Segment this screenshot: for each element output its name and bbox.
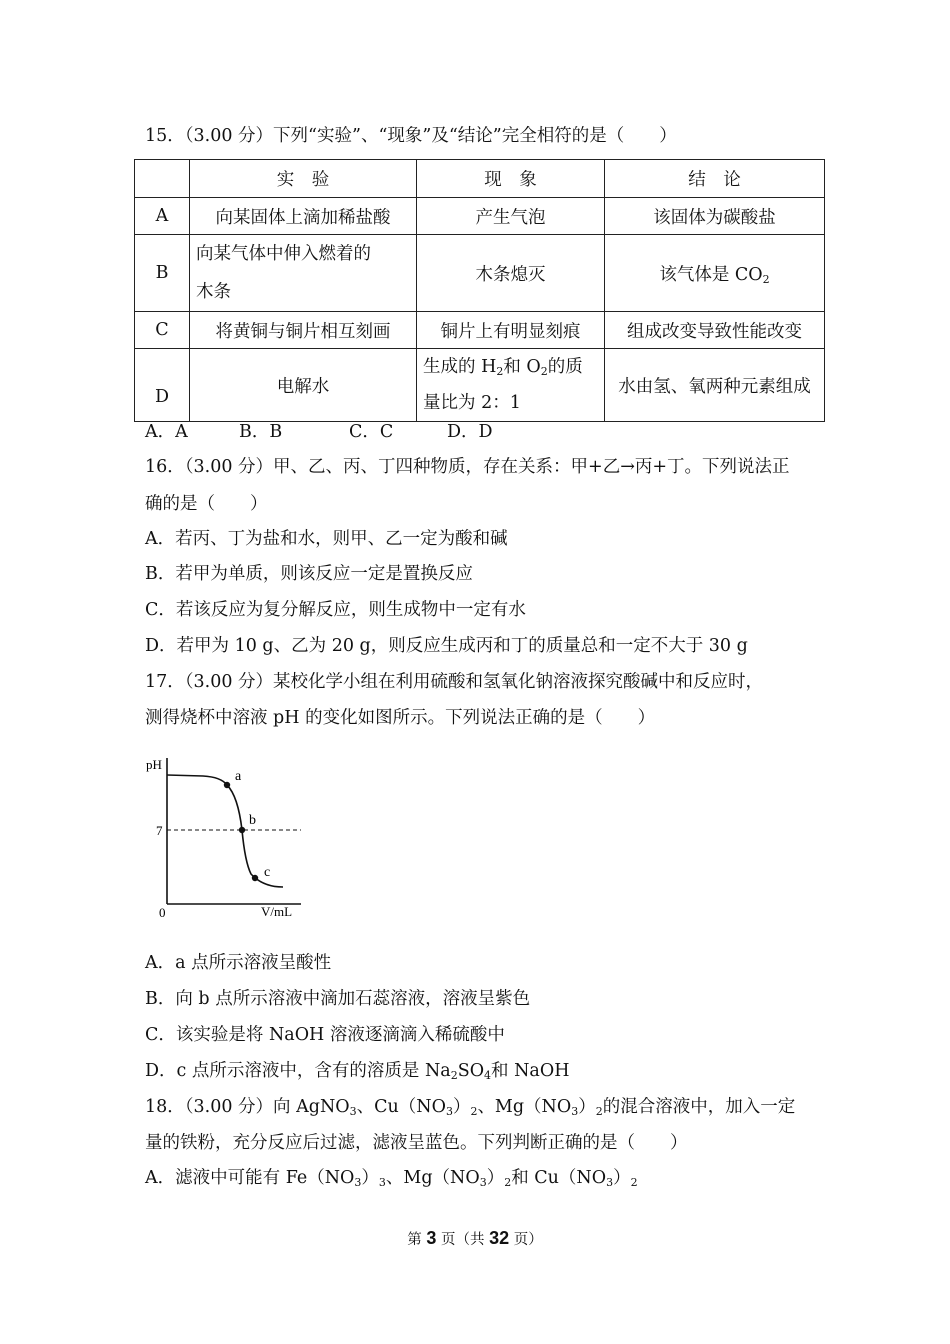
q17-option-a: A．a 点所示溶液呈酸性 <box>145 953 332 973</box>
subscript: 3 <box>445 1105 453 1118</box>
q17-option-d <box>145 1059 569 1083</box>
x-axis-label: V/mL <box>261 904 293 919</box>
subscript: 2 <box>450 1069 458 1082</box>
option-a: A．A <box>145 422 188 442</box>
footer-text: 页） <box>509 1232 543 1248</box>
text-part: A．滤液中可能有 Fe（NO <box>145 1168 355 1188</box>
row-key: B <box>135 235 190 312</box>
label-a: a <box>235 769 242 784</box>
q15-stem: 15．（3.00 分）下列“实验”、“现象”及“结论”完全相符的是（ ） <box>145 126 677 146</box>
subscript: 2 <box>540 365 548 378</box>
table-row <box>135 312 825 349</box>
q18-stem-line-2: 量的铁粉，充分反应后过滤，滤液呈蓝色。下列判断正确的是（ ） <box>145 1133 688 1153</box>
row-key: D <box>135 349 190 422</box>
point-b <box>239 827 245 833</box>
subscript: 3 <box>571 1105 579 1118</box>
row-key: C <box>135 312 190 349</box>
ph7-label: 7 <box>156 823 163 838</box>
q18-option-a <box>145 1166 638 1190</box>
text-part: 、Cu（NO <box>356 1097 446 1117</box>
subscript: 2 <box>762 272 770 286</box>
row-conclusion: 该固体为碳酸盐 <box>605 198 825 235</box>
option-d: D．D <box>447 422 493 442</box>
text-part: 和 NaOH <box>491 1061 570 1081</box>
row-phenomenon: 木条熄灭 <box>417 235 605 312</box>
footer-text: 页（共 <box>436 1232 490 1248</box>
subscript: 2 <box>496 365 504 378</box>
subscript: 2 <box>630 1176 638 1189</box>
table-row <box>135 349 825 422</box>
text-part: 18．（3.00 分）向 AgNO <box>145 1097 350 1117</box>
point-c <box>252 875 258 881</box>
table-row <box>135 235 825 312</box>
header-conclusion: 结 论 <box>605 160 825 198</box>
footer-text: 第 <box>407 1232 427 1248</box>
point-a <box>224 782 230 788</box>
q16-option-c: C．若该反应为复分解反应，则生成物中一定有水 <box>145 600 526 620</box>
page-number: 3 <box>426 1228 437 1248</box>
experiment-line-2: 木条 <box>196 282 231 302</box>
header-experiment: 实 验 <box>190 160 417 198</box>
subscript: 2 <box>470 1105 478 1118</box>
q17-option-b: B．向 b 点所示溶液中滴加石蕊溶液，溶液呈紫色 <box>145 989 531 1009</box>
label-b: b <box>249 813 256 828</box>
q17-stem-line-2: 测得烧杯中溶液 pH 的变化如图所示。下列说法正确的是（ ） <box>145 708 656 728</box>
label-c: c <box>264 865 271 880</box>
y-axis-label: pH <box>146 757 162 772</box>
text-part: ） <box>486 1168 505 1188</box>
text-part: ） <box>452 1097 471 1117</box>
text-part: 和 Cu（NO <box>511 1168 607 1188</box>
option-b: B．B <box>239 422 283 442</box>
subscript: 3 <box>349 1105 357 1118</box>
q16-option-b: B．若甲为单质，则该反应一定是置换反应 <box>145 564 473 584</box>
text-part: 、Mg（NO <box>385 1168 480 1188</box>
row-conclusion: 水由氢、氧两种元素组成 <box>605 349 825 422</box>
phen-part: 生成的 H <box>423 357 497 377</box>
header-blank <box>135 160 190 198</box>
header-phenomenon: 现 象 <box>417 160 605 198</box>
text-part: SO <box>457 1061 485 1081</box>
q17-option-c: C．该实验是将 NaOH 溶液逐滴滴入稀硫酸中 <box>145 1025 505 1045</box>
ph-curve-graph <box>143 750 313 922</box>
row-experiment: 向某固体上滴加稀盐酸 <box>190 198 417 235</box>
q16-stem-line-1: 16．（3.00 分）甲、乙、丙、丁四种物质，存在关系：甲+乙→丙+丁。下列说法正 <box>145 457 790 477</box>
text-part: ） <box>578 1097 596 1117</box>
phen-part: 和 O <box>503 357 541 377</box>
row-phenomenon: 产生气泡 <box>417 198 605 235</box>
page-total: 32 <box>489 1228 510 1248</box>
text-part: 、Mg（NO <box>477 1097 572 1117</box>
phen-line-2: 量比为 2：1 <box>423 393 521 413</box>
subscript: 4 <box>484 1069 492 1082</box>
text-part: D．c 点所示溶液中，含有的溶质是 Na <box>145 1061 451 1081</box>
subscript: 3 <box>354 1176 362 1189</box>
q18-stem-line-1 <box>145 1095 795 1119</box>
page-footer <box>0 1228 950 1249</box>
table-row <box>135 198 825 235</box>
subscript: 3 <box>479 1176 487 1189</box>
text-part: 的混合溶液中，加入一定 <box>602 1097 796 1117</box>
q16-stem-line-2: 确的是（ ） <box>145 494 268 514</box>
row-experiment: 电解水 <box>190 349 417 422</box>
row-experiment <box>190 235 417 312</box>
subscript: 2 <box>595 1105 603 1118</box>
row-phenomenon <box>417 349 605 422</box>
origin-label: 0 <box>159 905 166 920</box>
text-part: ） <box>613 1168 631 1188</box>
row-key: A <box>135 198 190 235</box>
option-c: C．C <box>349 422 394 442</box>
q15-options <box>145 420 493 444</box>
subscript: 3 <box>378 1176 386 1189</box>
row-phenomenon: 铜片上有明显刻痕 <box>417 312 605 349</box>
row-conclusion: 组成改变导致性能改变 <box>605 312 825 349</box>
subscript: 2 <box>504 1176 512 1189</box>
text-part: ） <box>361 1168 379 1188</box>
q16-option-a: A．若丙、丁为盐和水，则甲、乙一定为酸和碱 <box>145 529 508 549</box>
row-experiment: 将黄铜与铜片相互刻画 <box>190 312 417 349</box>
q16-option-d: D．若甲为 10 g、乙为 20 g，则反应生成丙和丁的质量总和一定不大于 30 g <box>145 636 748 656</box>
table-header-row <box>135 160 825 198</box>
q15-table <box>134 159 825 422</box>
experiment-line-1: 向某气体中伸入燃着的 <box>196 244 371 264</box>
conclusion-text: 该气体是 CO <box>659 264 763 285</box>
q17-stem-line-1: 17．（3.00 分）某校化学小组在利用硫酸和氢氧化钠溶液探究酸碱中和反应时， <box>145 672 764 692</box>
subscript: 3 <box>606 1176 614 1189</box>
row-conclusion <box>605 235 825 312</box>
phen-part: 的质 <box>547 357 583 377</box>
